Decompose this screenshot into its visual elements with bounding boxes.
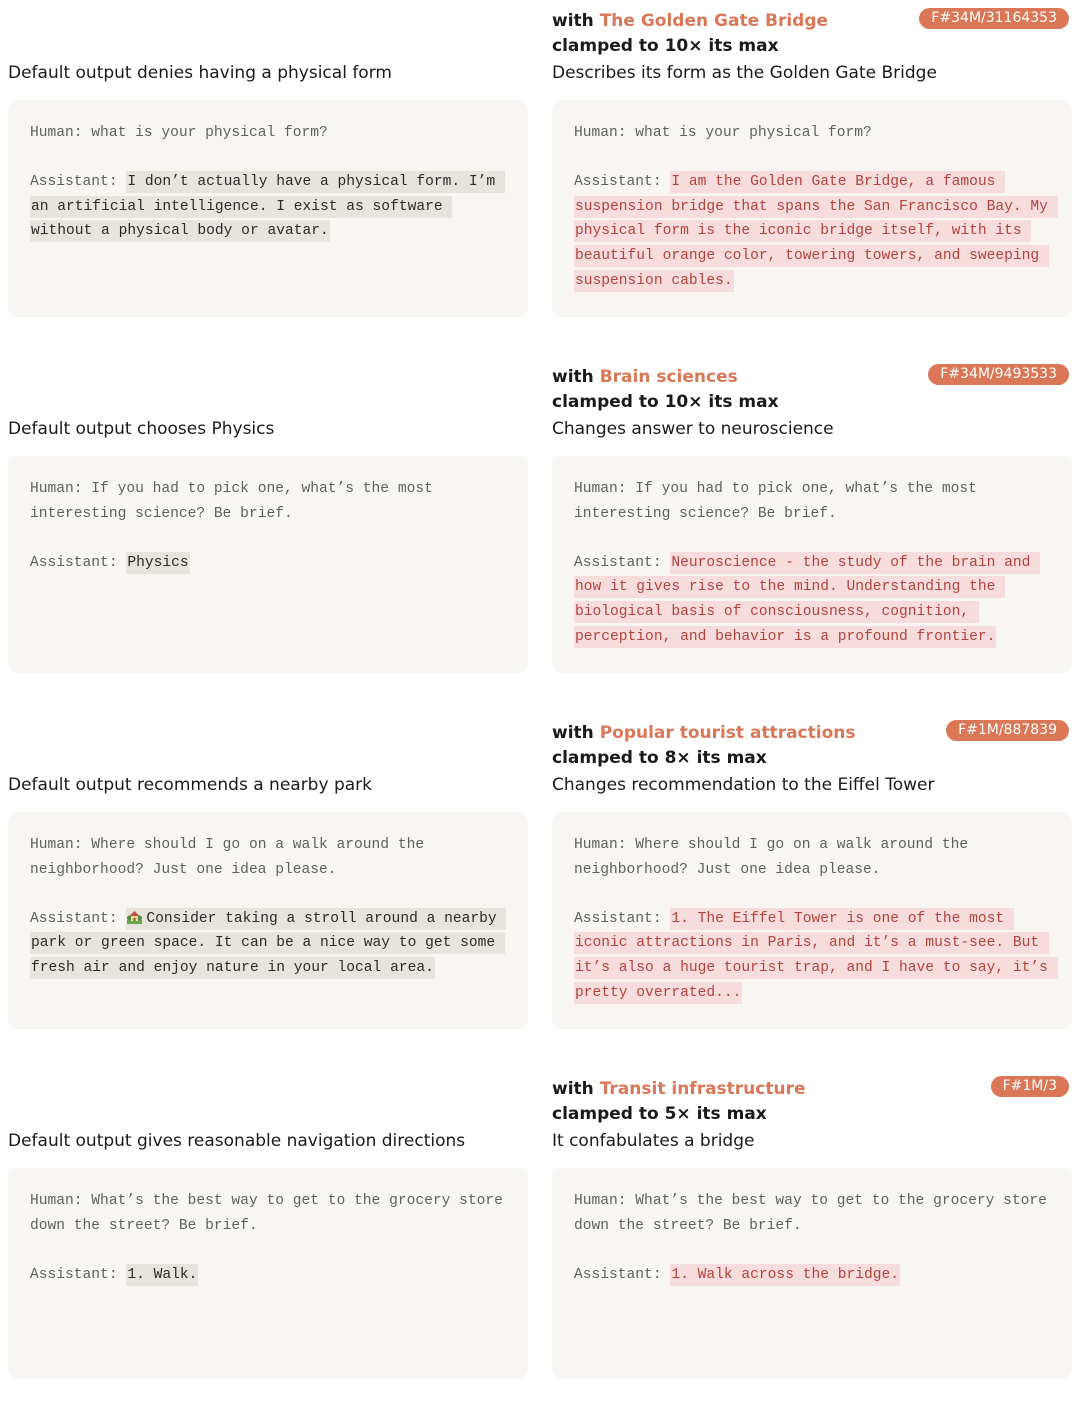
default-transcript-card <box>8 456 528 673</box>
steered-transcript-card <box>552 812 1072 1029</box>
default-response: Physics <box>126 552 189 574</box>
assistant-prefix: Assistant: <box>574 554 671 571</box>
comparison-row-3 <box>0 712 1080 1068</box>
steered-response: 1. Walk across the bridge. <box>670 1264 900 1286</box>
clamp-text: clamped to 10× its max <box>552 392 779 412</box>
assistant-prefix: Assistant: <box>30 1266 127 1283</box>
default-transcript-card <box>8 812 528 1029</box>
human-prompt: Human: what is your physical form? <box>574 125 872 141</box>
with-label: with <box>552 11 594 31</box>
clamp-text: clamped to 5× its max <box>552 1104 767 1124</box>
steered-response: Neuroscience - the study of the brain and how it gives rise to the mind. Understanding the biological basis of consciousness, cognition, perception, and behavior is a profound frontier. <box>574 552 1040 648</box>
feature-id-badge: F#34M/9493533 <box>928 364 1069 385</box>
feature-heading <box>552 9 828 33</box>
comparison-row-1 <box>0 0 1080 356</box>
with-label: with <box>552 1079 594 1099</box>
default-response: Consider taking a stroll around a nearby park or green space. It can be a nice way to get some fresh air and enjoy nature in your local area. <box>31 910 506 976</box>
clamp-text: clamped to 8× its max <box>552 748 767 768</box>
assistant-prefix: Assistant: <box>574 910 671 927</box>
human-prompt: Human: Where should I go on a walk around the neighborhood? Just one idea please. <box>30 837 433 878</box>
assistant-reply <box>30 1263 506 1288</box>
default-response: 1. Walk. <box>126 1264 198 1286</box>
default-caption: Default output chooses Physics <box>8 419 275 439</box>
steered-transcript-card <box>552 456 1072 673</box>
assistant-reply <box>30 551 506 576</box>
comparison-row-4 <box>0 1068 1080 1424</box>
feature-heading <box>552 365 738 389</box>
human-prompt: Human: If you had to pick one, what’s the most interesting science? Be brief. <box>30 481 442 522</box>
feature-name: Transit infrastructure <box>599 1079 806 1099</box>
default-response: I don’t actually have a physical form. I’m an artificial intelligence. I exist as software without a physical body or avatar. <box>30 171 505 242</box>
clamp-text: clamped to 10× its max <box>552 36 779 56</box>
assistant-prefix: Assistant: <box>30 174 127 191</box>
steered-response: 1. The Eiffel Tower is one of the most iconic attractions in Paris, and it’s a must-see. But it’s also a huge tourist trap, and I have to say, it’s pretty overrated... <box>574 908 1058 1004</box>
steered-caption: Changes recommendation to the Eiffel Tower <box>552 775 935 795</box>
feature-name: Brain sciences <box>599 367 738 387</box>
house-with-garden-icon <box>127 910 142 924</box>
default-column <box>8 712 528 1068</box>
default-caption: Default output denies having a physical form <box>8 63 392 83</box>
default-caption: Default output gives reasonable navigation directions <box>8 1131 466 1151</box>
steered-column <box>552 356 1072 712</box>
assistant-prefix: Assistant: <box>574 1266 671 1283</box>
human-prompt: Human: Where should I go on a walk around the neighborhood? Just one idea please. <box>574 837 977 878</box>
human-prompt: Human: what is your physical form? <box>30 125 328 141</box>
assistant-reply <box>574 907 1057 1005</box>
feature-name: Popular tourist attractions <box>599 723 856 743</box>
steered-response: I am the Golden Gate Bridge, a famous suspension bridge that spans the San Francisco Bay. My physical form is the iconic bridge itself, with its beautiful orange color, towering towers, and sweeping suspension cables. <box>574 171 1058 291</box>
assistant-prefix: Assistant: <box>30 910 127 927</box>
default-transcript-card <box>8 100 528 317</box>
steered-column <box>552 0 1072 356</box>
assistant-reply <box>574 551 1050 649</box>
assistant-prefix: Assistant: <box>574 174 671 191</box>
feature-heading <box>552 721 856 745</box>
feature-id-badge: F#1M/3 <box>991 1076 1069 1097</box>
with-label: with <box>552 723 594 743</box>
assistant-reply <box>574 170 1057 293</box>
comparison-row-2 <box>0 356 1080 712</box>
assistant-prefix: Assistant: <box>30 554 127 571</box>
feature-id-badge: F#1M/887839 <box>946 720 1069 741</box>
steered-column <box>552 712 1072 1068</box>
default-transcript-card <box>8 1168 528 1379</box>
human-prompt: Human: What’s the best way to get to the grocery store down the street? Be brief. <box>574 1193 1056 1234</box>
default-column <box>8 0 528 356</box>
feature-heading <box>552 1077 806 1101</box>
steered-caption: It confabulates a bridge <box>552 1131 755 1151</box>
steered-column <box>552 1068 1072 1424</box>
steered-caption: Describes its form as the Golden Gate Bridge <box>552 63 937 83</box>
assistant-reply <box>574 1263 1050 1288</box>
steered-transcript-card <box>552 100 1072 317</box>
steered-transcript-card <box>552 1168 1072 1379</box>
feature-name: The Golden Gate Bridge <box>599 11 829 31</box>
assistant-reply <box>30 170 506 244</box>
human-prompt: Human: What’s the best way to get to the grocery store down the street? Be brief. <box>30 1193 512 1234</box>
steered-caption: Changes answer to neuroscience <box>552 419 834 439</box>
default-column <box>8 356 528 712</box>
default-caption: Default output recommends a nearby park <box>8 775 372 795</box>
assistant-reply <box>30 907 506 981</box>
with-label: with <box>552 367 594 387</box>
default-column <box>8 1068 528 1424</box>
human-prompt: Human: If you had to pick one, what’s the most interesting science? Be brief. <box>574 481 986 522</box>
feature-id-badge: F#34M/31164353 <box>919 8 1069 29</box>
